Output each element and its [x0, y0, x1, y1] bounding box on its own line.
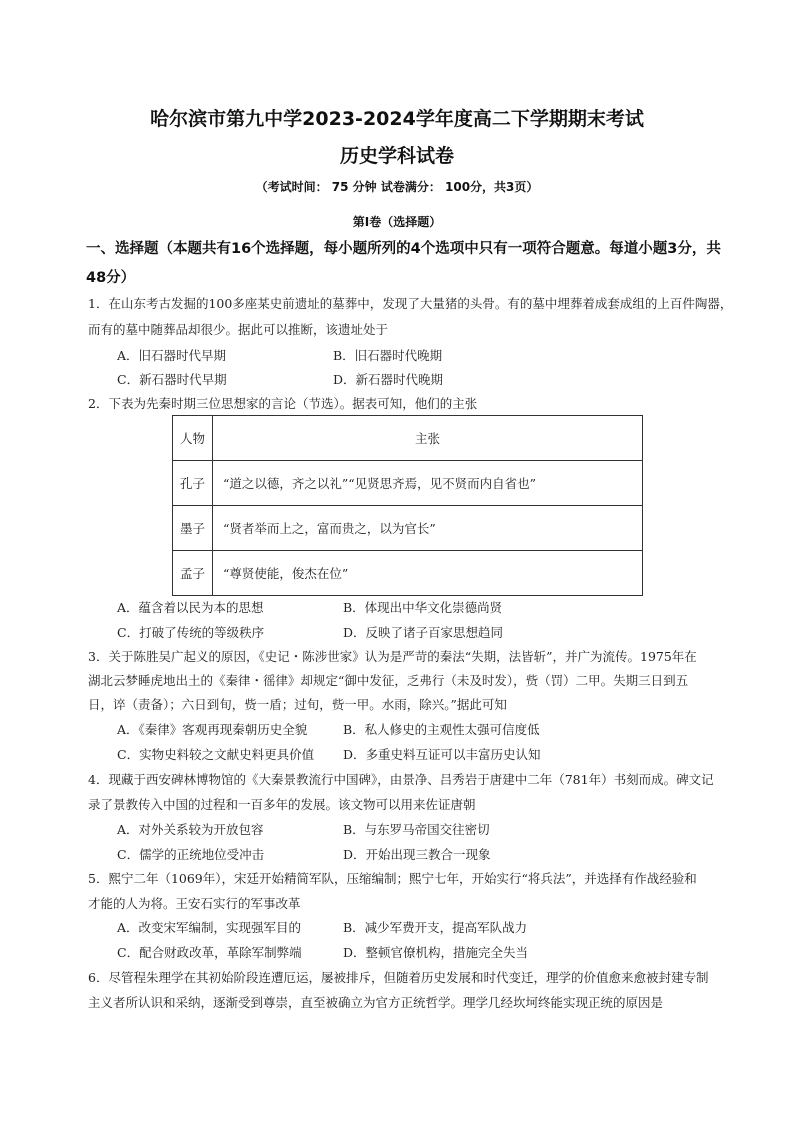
subject-title: 历史学科试卷 — [339, 145, 454, 167]
row-claim: “尊贤使能，俊杰在位” — [213, 551, 643, 596]
q5-option-c: C．配合财政改革，革除军制弊端 — [117, 945, 302, 960]
q3-line-1: 3．关于陈胜吴广起义的原因，《史记・陈涉世家》认为是严苛的秦法“失期，法皆斩”，并广为流传。1975年在 — [88, 649, 697, 664]
volume-heading: 第Ⅰ卷（选择题） — [352, 215, 442, 229]
q4-option-b: B．与东罗马帝国交往密切 — [343, 822, 490, 837]
table-row — [173, 461, 643, 506]
q2-option-c: C．打破了传统的等级秩序 — [117, 625, 265, 640]
q1-line-1: 1．在山东考古发掘的100多座某史前遗址的墓葬中，发现了大量猪的头骨。有的墓中埋葬着成套成组的上百件陶器， — [88, 296, 733, 311]
header-claim: 主张 — [213, 416, 643, 461]
q2-table — [172, 415, 643, 596]
q3-option-d: D．多重史料互证可以丰富历史认知 — [343, 747, 541, 762]
q5-line-2: 才能的人为将。王安石实行的军事改革 — [88, 896, 301, 911]
table-header-row — [173, 416, 643, 461]
q4-option-a: A．对外关系较为开放包容 — [117, 822, 264, 837]
q2-option-b: B．体现出中华文化崇德尚贤 — [343, 600, 503, 615]
q6-line-1: 6．尽管程朱理学在其初始阶段连遭厄运，屡被排斥，但随着历史发展和时代变迁，理学的价值愈来愈被封建专制 — [88, 970, 709, 985]
q2-option-a: A．蕴含着以民为本的思想 — [117, 600, 264, 615]
q3-option-a: A．《秦律》客观再现秦朝历史全貌 — [117, 722, 308, 737]
instructions-line-1: 一、选择题（本题共有16个选择题，每小题所列的4个选项中只有一项符合题意。每道小题3分，共 — [86, 241, 721, 257]
exam-info: （考试时间： 75 分钟 试卷满分： 100分，共3页） — [255, 180, 539, 194]
q1-option-c: C．新石器时代早期 — [117, 372, 227, 387]
row-person: 墨子 — [173, 506, 213, 551]
q6-line-2: 主义者所认识和采纳，逐渐受到尊崇，直至被确立为官方正统哲学。理学几经坎坷终能实现正统的原因是 — [88, 995, 664, 1010]
table-row — [173, 506, 643, 551]
q5-line-1: 5．熙宁二年（1069年），宋廷开始精简军队，压缩编制；熙宁七年，开始实行“将兵法”，并选择有作战经验和 — [88, 871, 697, 886]
q1-option-b: B．旧石器时代晚期 — [333, 348, 443, 363]
section-instructions — [86, 235, 726, 293]
row-claim: “贤者举而上之，富而贵之，以为官长” — [213, 506, 643, 551]
q1-option-a: A．旧石器时代早期 — [117, 348, 227, 363]
q3-line-3: 日，谇（责备）；六日到旬，赀一盾；过旬，赀一甲。水雨，除兴。”据此可知 — [88, 697, 507, 712]
q4-option-c: C．儒学的正统地位受冲击 — [117, 847, 265, 862]
header-person: 人物 — [173, 416, 213, 461]
q1-option-d: D．新石器时代晚期 — [333, 372, 444, 387]
q5-option-d: D．整顿官僚机构，措施完全失当 — [343, 945, 529, 960]
q3-option-b: B．私人修史的主观性太强可信度低 — [343, 722, 540, 737]
q4-option-d: D．开始出现三教合一现象 — [343, 847, 491, 862]
q1-line-2: 而有的墓中随葬品却很少。据此可以推断，该遗址处于 — [88, 322, 389, 337]
exam-title: 哈尔滨市第九中学2023-2024学年度高二下学期期末考试 — [150, 108, 644, 130]
q4-line-2: 录了景教传入中国的过程和一百多年的发展。该文物可以用来佐证唐朝 — [88, 797, 476, 812]
q3-line-2: 湖北云梦睡虎地出土的《秦律・徭律》却规定“御中发征，乏弗行（未及时发），赀（罚）二甲。失期三日到五 — [88, 673, 689, 688]
instructions-line-2: 48分） — [86, 270, 136, 286]
row-person: 孟子 — [173, 551, 213, 596]
row-person: 孔子 — [173, 461, 213, 506]
q2-option-d: D．反映了诸子百家思想趋同 — [343, 625, 504, 640]
q5-option-b: B．减少军费开支，提高军队战力 — [343, 920, 528, 935]
row-claim: “道之以德，齐之以礼”“见贤思齐焉，见不贤而内自省也” — [213, 461, 643, 506]
q4-line-1: 4．现藏于西安碑林博物馆的《大秦景教流行中国碑》，由景净、吕秀岩于唐建中二年（781年）书刻而成。碑文记 — [88, 772, 714, 787]
q2-stem: 2．下表为先秦时期三位思想家的言论（节选）。据表可知，他们的主张 — [88, 396, 478, 411]
table-row — [173, 551, 643, 596]
q3-option-c: C．实物史料较之文献史料更具价值 — [117, 747, 315, 762]
q5-option-a: A．改变宋军编制，实现强军目的 — [117, 920, 302, 935]
